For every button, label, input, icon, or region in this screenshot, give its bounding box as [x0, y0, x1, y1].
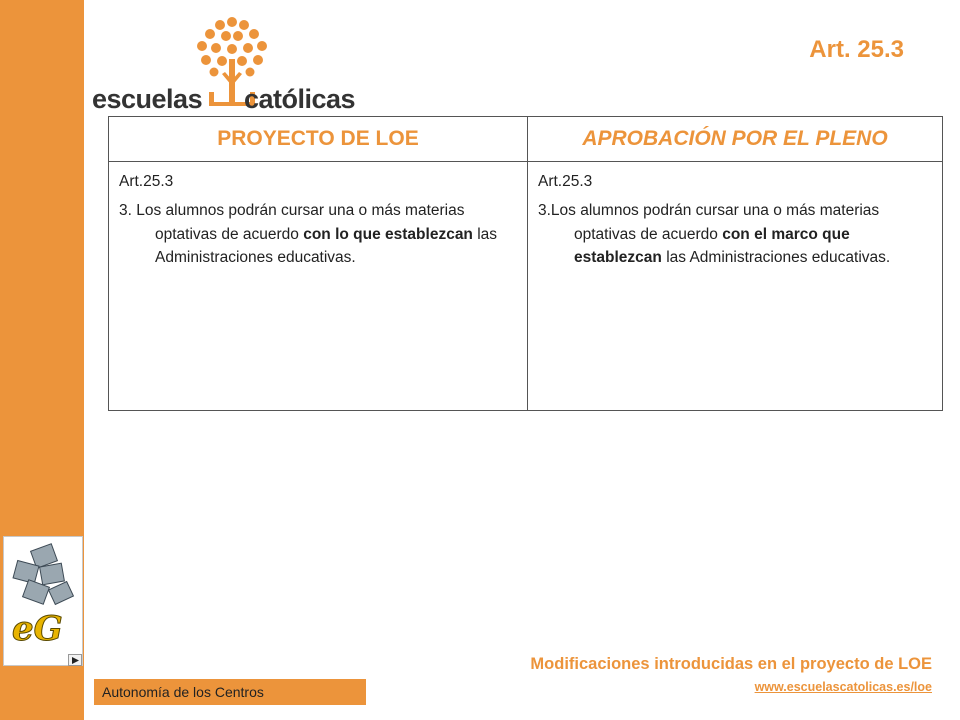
article-text-part: 3. Los alumnos podrán cursar una o más materias optativas de acuerdo	[119, 202, 465, 243]
logo-text-escuelas: escuelas	[92, 84, 203, 114]
play-icon	[72, 657, 79, 664]
play-button[interactable]	[68, 654, 82, 666]
eg-logo	[12, 609, 74, 649]
comparison-table	[108, 116, 943, 411]
logo-text-catolicas: católicas	[244, 84, 356, 114]
article-text-emphasis: con lo que establezcan	[303, 225, 473, 243]
section-label: Autonomía de los Centros	[94, 679, 366, 705]
header-proyecto: PROYECTO DE LOE	[109, 117, 528, 162]
article-text-part: las Administraciones educativas.	[661, 248, 891, 266]
eg-logo-text: eG	[12, 609, 63, 649]
article-text-part: 3.Los alumnos podrán cursar una o más materias optativas de acuerdo	[538, 202, 880, 243]
footer-title: Modificaciones introducidas en el proyecto de LOE	[530, 655, 932, 673]
table-row	[109, 162, 943, 411]
partner-logos-box	[3, 536, 83, 666]
article-ref: Art.25.3	[119, 173, 174, 190]
table-header-row	[109, 117, 943, 162]
cell-aprobacion	[528, 162, 943, 411]
article-ref: Art.25.3	[538, 173, 593, 190]
article-text-part: las Administraciones educativas.	[155, 225, 498, 266]
article-text	[538, 199, 932, 269]
footer-url-link[interactable]: www.escuelascatolicas.es/loe	[754, 680, 932, 694]
article-text	[119, 199, 517, 269]
escuelas-catolicas-logo	[92, 14, 362, 114]
article-text-emphasis: con el marco que establezcan	[574, 225, 850, 266]
cubes-logo-icon	[5, 541, 83, 611]
header-aprobacion: APROBACIÓN POR EL PLENO	[528, 117, 943, 162]
slide-title: Art. 25.3	[809, 36, 904, 63]
cell-proyecto	[109, 162, 528, 411]
